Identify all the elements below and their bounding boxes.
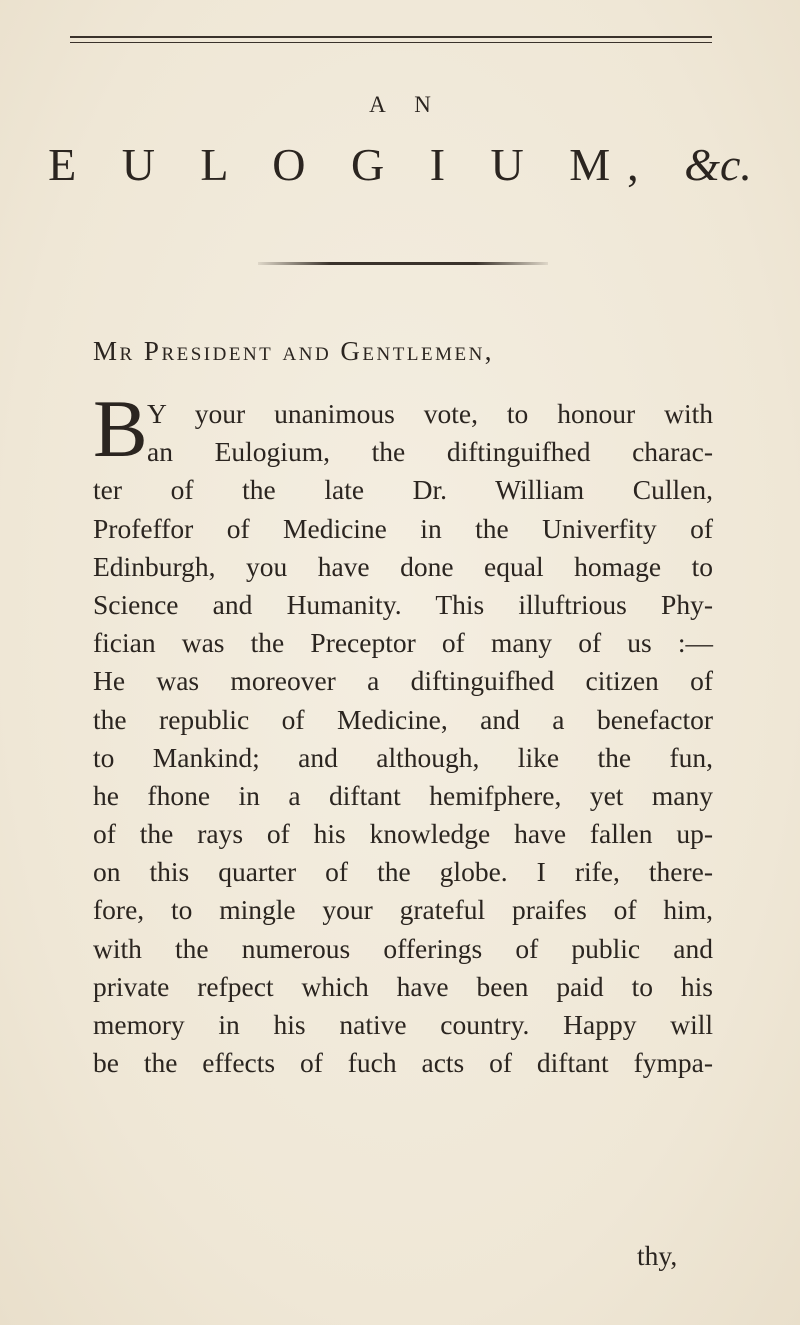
text-line: Edinburgh, you have done equal homage to [93,550,713,582]
text-line: Y your unanimous vote, to honour with [147,398,713,429]
text-line: ter of the late Dr. William Cullen, [93,474,713,506]
text-line: the republic of Medicine, and a benefactor [93,703,713,735]
ornament-rule [258,262,548,265]
text-line: private refpect which have been paid to his [93,970,713,1002]
text-line: on this quarter of the globe. I rife, there- [93,856,713,888]
body-text [93,395,713,1082]
header-rule-thin [70,42,712,43]
title-text: E U L O G I U M, [48,139,656,190]
page-title [0,138,800,191]
catchword: thy, [637,1240,678,1271]
text-line: fore, to mingle your grateful praifes of him, [93,894,713,926]
text-line: fician was the Preceptor of many of us :— [93,627,713,659]
kicker: A N [369,92,443,117]
salutation: Mr President and Gentlemen, [93,336,495,366]
text-line: memory in his native country. Happy will [93,1009,713,1040]
header-rule-thick [70,36,712,38]
text-line: he fhone in a diftant hemifphere, yet many [93,779,713,811]
text-line: Profeffor of Medicine in the Univerfity of [93,512,713,544]
text-line: Science and Humanity. This illuftrious Phy- [93,588,713,620]
title-suffix: &c. [684,139,752,190]
text-line: to Mankind; and although, like the fun, [93,741,713,773]
text-line: be the effects of fuch acts of diftant fympa- [93,1047,713,1079]
text-line: an Eulogium, the diftinguifhed charac- [147,436,713,468]
text-line: He was moreover a diftinguifhed citizen of [93,665,713,697]
text-line: with the numerous offerings of public and [93,932,713,964]
drop-cap: B [93,383,148,474]
text-line: of the rays of his knowledge have fallen up- [93,818,713,850]
